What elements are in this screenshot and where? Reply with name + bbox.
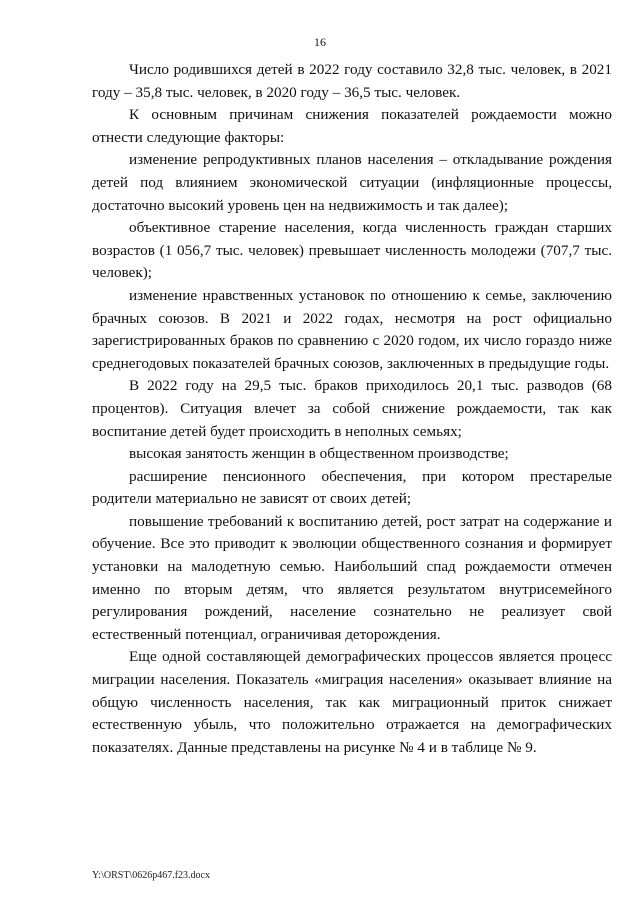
footer-file-path: Y:\ORST\0626p467.f23.docx	[92, 870, 210, 881]
paragraph-pensions: расширение пенсионного обеспечения, при котором престарелые родители материально не зависят от своих детей;	[92, 467, 612, 508]
paragraph-aging: объективное старение населения, когда численность граждан старших возрастов (1 056,7 тыс. человек) превышает численность молодежи (707,7 тыс. человек);	[92, 219, 612, 282]
paragraph-births: Число родившихся детей в 2022 году составило 32,8 тыс. человек, в 2021 году – 35,8 тыс. человек, в 2020 году – 36,5 тыс. человек.	[92, 61, 612, 101]
paragraph-reasons-intro: К основным причинам снижения показателей рождаемости можно отнести следующие факторы:	[92, 106, 612, 146]
paragraph-moral-values: изменение нравственных установок по отношению к семье, заключению брачных союзов. В 2021 и 2022 годах, несмотря на рост официально зарегистрированных браков по сравнению с 2020 годом, их число гораздо ниже среднегодовых показателей брачных союзов, заключенных в предыдущие годы.	[92, 286, 612, 372]
paragraph-migration: Еще одной составляющей демографических процессов является процесс миграции населения. Показатель «миграция населения» оказывает влияние на общую численность населения, так как миграционный приток снижает естественную убыль, что положительно отражается на демографических показателях. Данные представлены на рисунке № 4 и в таблице № 9.	[92, 648, 612, 756]
paragraph-women-employment: высокая занятость женщин в общественном производстве;	[129, 445, 509, 463]
paragraph-divorces: В 2022 году на 29,5 тыс. браков приходилось 20,1 тыс. разводов (68 процентов). Ситуация влечет за собой снижение рождаемости, так как воспитание детей будет происходить в неполных семьях;	[92, 377, 612, 440]
document-body	[92, 59, 612, 759]
page-number: 16	[314, 35, 326, 49]
paragraph-reproductive-plans: изменение репродуктивных планов населения – откладывание рождения детей под влиянием экономической ситуации (инфляционные процессы, достаточно высокий уровень цен на недвижимость и так далее);	[92, 151, 612, 214]
paragraph-upbringing: повышение требований к воспитанию детей, рост затрат на содержание и обучение. Все это приводит к эволюции общественного сознания и формирует установки на малодетную семью. Наибольший спад рождаемости отмечен именно по вторым детям, что является результатом внутрисемейного регулирования рождений, население сознательно не реализует свой естественный потенциал, ограничивая деторождения.	[92, 512, 612, 643]
